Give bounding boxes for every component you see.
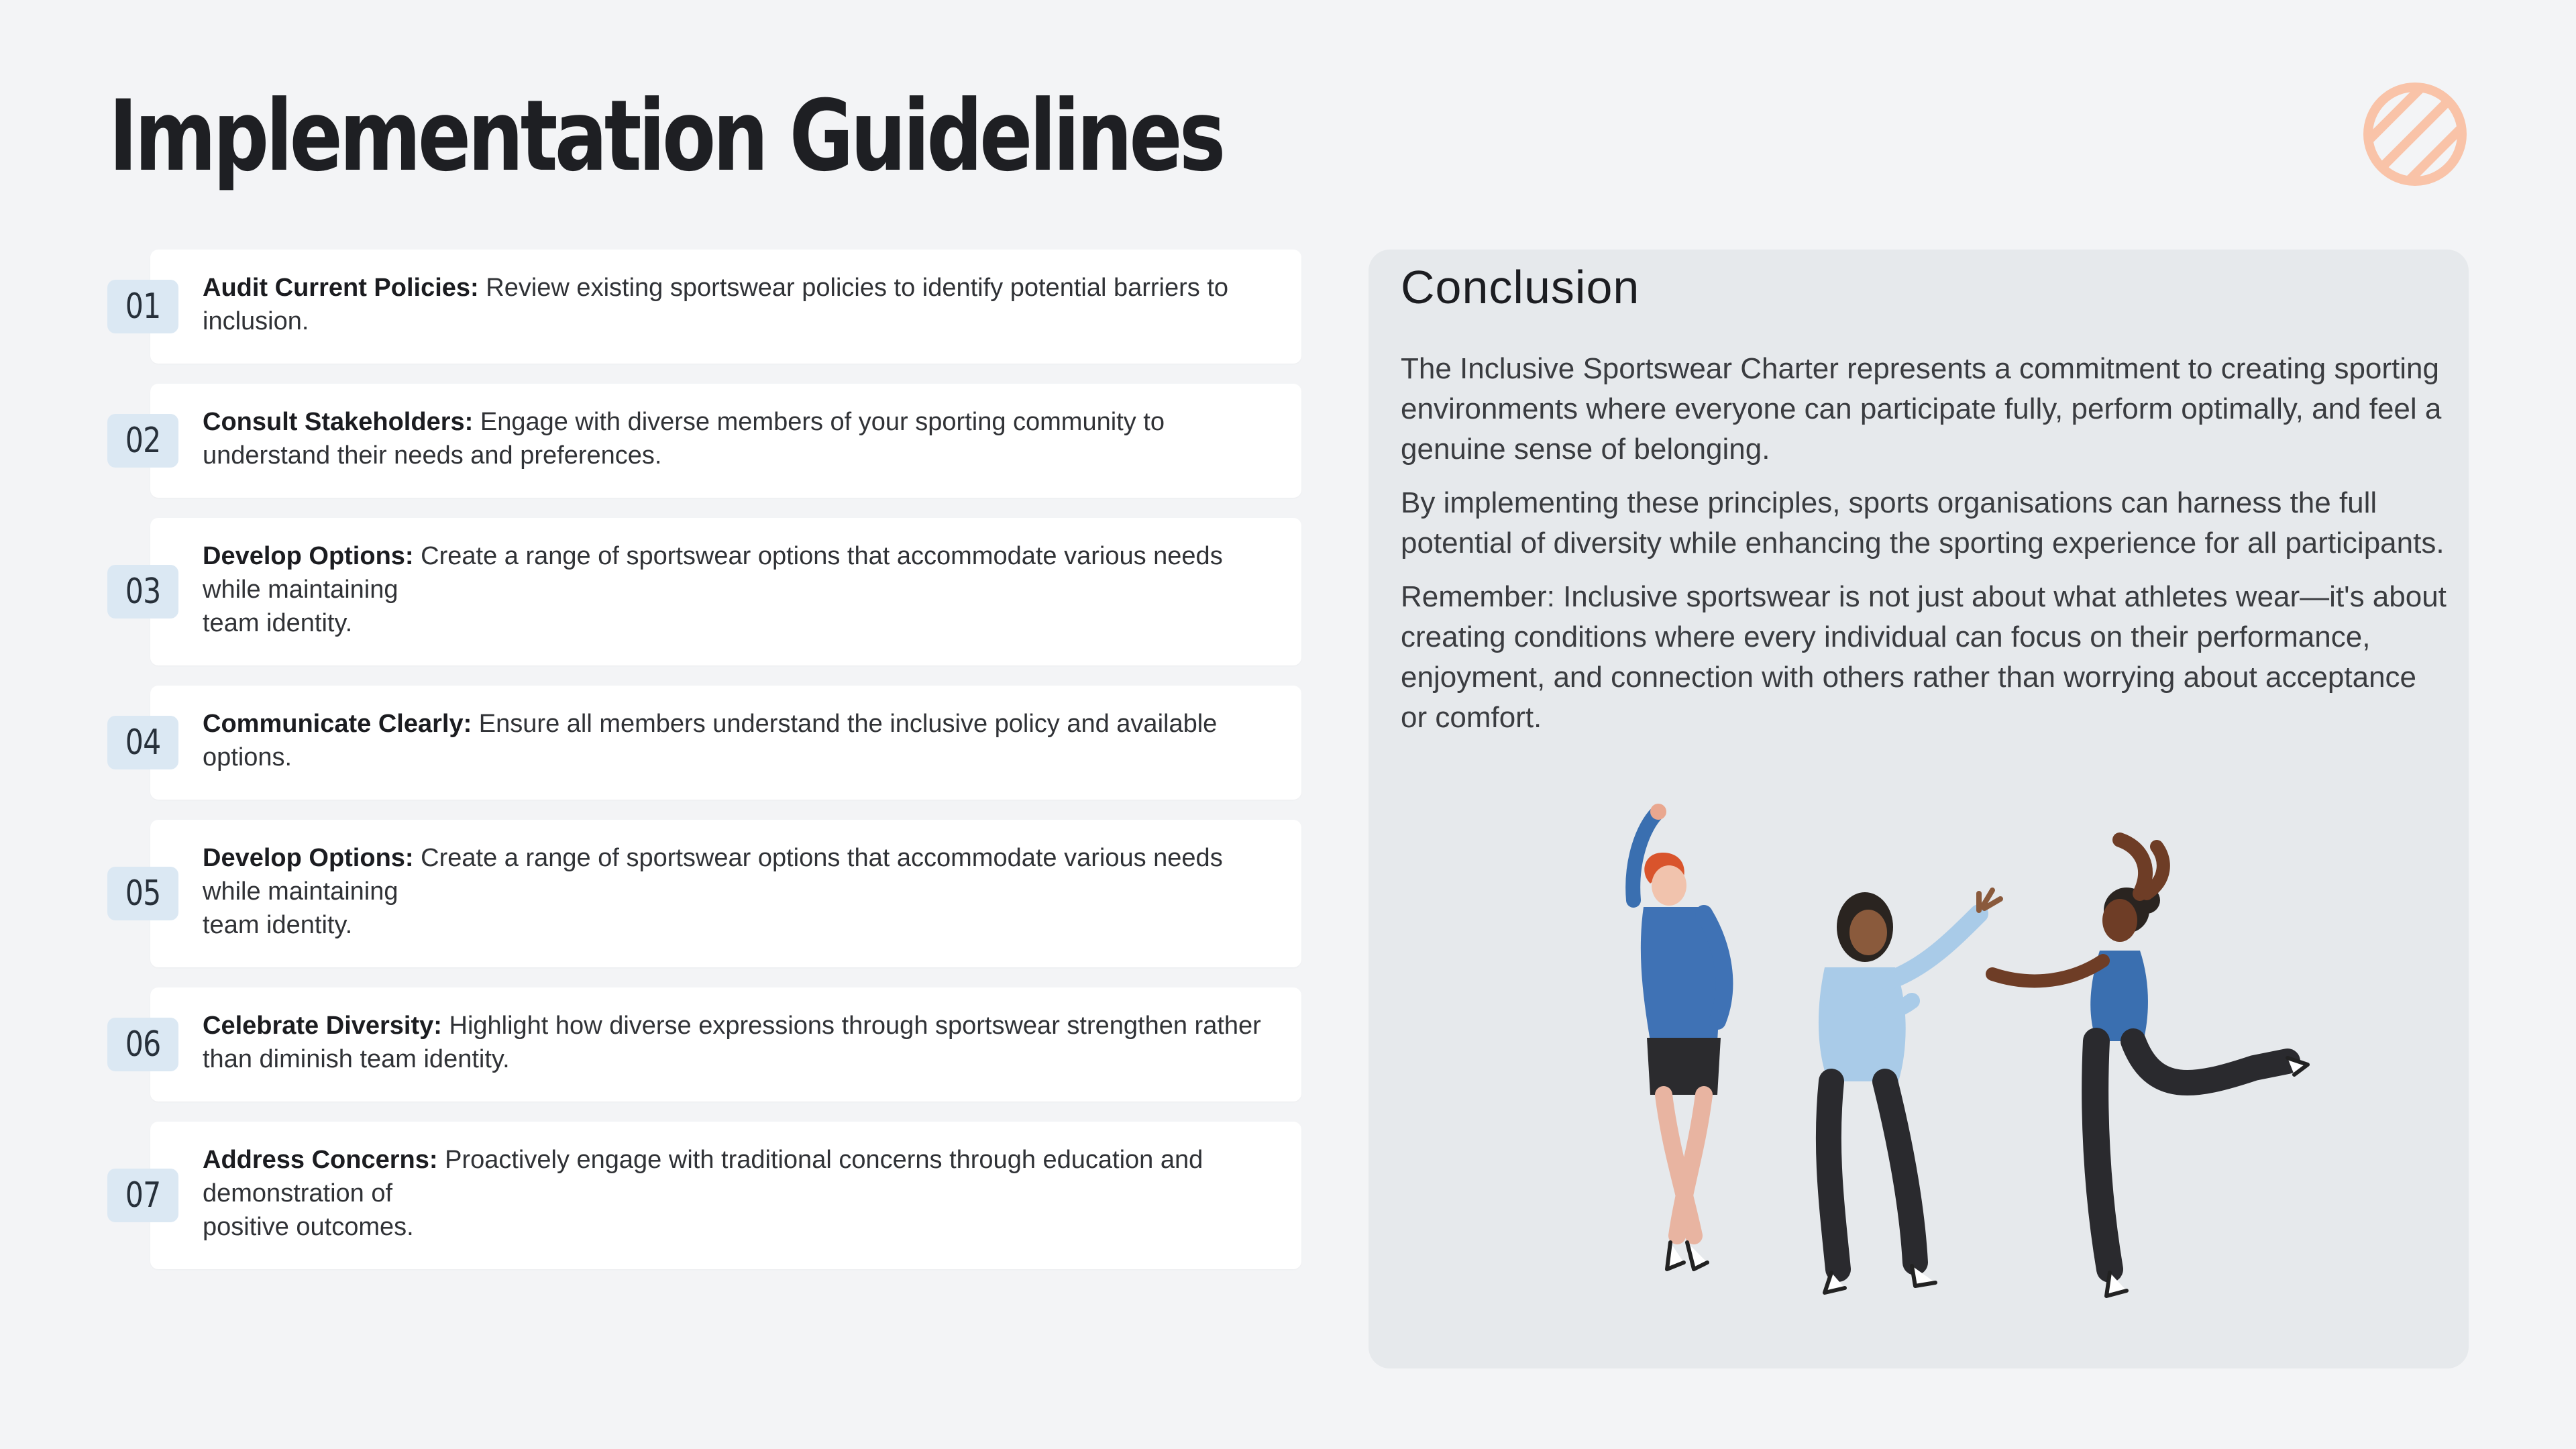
step-number-badge xyxy=(107,867,178,920)
step-heading: Consult Stakeholders: xyxy=(203,408,474,436)
guideline-step xyxy=(107,686,1301,800)
guideline-step xyxy=(107,518,1301,665)
step-body: Highlight how diverse expressions through sportswear strengthen rather than diminish team identity. xyxy=(203,1012,1261,1073)
step-body: Create a range of sportswear options that accommodate various needs while maintaining xyxy=(203,844,1223,906)
step-number: 05 xyxy=(125,873,161,914)
step-text xyxy=(203,405,1275,472)
step-body-continued: team identity. xyxy=(203,911,353,939)
step-text xyxy=(203,841,1275,942)
guideline-step xyxy=(107,820,1301,967)
dancer-figure xyxy=(1633,804,1724,1269)
striped-circle-logo-icon xyxy=(2361,80,2469,188)
page-title: Implementation Guidelines xyxy=(109,79,1223,193)
step-heading: Communicate Clearly: xyxy=(203,710,472,738)
step-number: 04 xyxy=(125,722,161,763)
guideline-step xyxy=(107,987,1301,1102)
step-text xyxy=(203,1009,1275,1076)
step-number: 03 xyxy=(125,572,161,612)
conclusion-panel xyxy=(1368,250,2469,1368)
step-body: Engage with diverse members of your sporting community to understand their needs and preferences. xyxy=(203,408,1165,470)
conclusion-paragraph: The Inclusive Sportswear Charter represents a commitment to creating sporting environments where everyone can participate fully, perform optimally, and feel a genuine sense of belonging. xyxy=(1401,352,2442,466)
step-body-continued: positive outcomes. xyxy=(203,1213,414,1241)
conclusion-paragraph: Remember: Inclusive sportswear is not just about what athletes wear—it's about creating conditions where every individual can focus on their performance, enjoyment, and connection with others rather than worrying about acceptance or comfort. xyxy=(1401,580,2447,734)
step-body: Review existing sportswear policies to identify potential barriers to inclusion. xyxy=(203,274,1229,335)
step-text xyxy=(203,1143,1275,1244)
step-heading: Develop Options: xyxy=(203,542,414,570)
step-number-badge xyxy=(107,280,178,333)
dancer-figure xyxy=(1992,840,2308,1296)
conclusion-heading: Conclusion xyxy=(1401,261,1640,313)
step-heading: Audit Current Policies: xyxy=(203,274,479,302)
step-text xyxy=(203,707,1275,774)
conclusion-body xyxy=(1401,349,2447,751)
step-heading: Address Concerns: xyxy=(203,1146,438,1174)
step-number: 06 xyxy=(125,1024,161,1065)
step-number-badge xyxy=(107,716,178,769)
guideline-step xyxy=(107,384,1301,498)
step-number: 01 xyxy=(125,286,161,327)
guideline-step xyxy=(107,250,1301,364)
step-heading: Celebrate Diversity: xyxy=(203,1012,442,1040)
step-text xyxy=(203,539,1275,640)
step-number: 07 xyxy=(125,1175,161,1216)
dancer-figure xyxy=(1819,890,2000,1293)
step-number-badge xyxy=(107,414,178,468)
step-number-badge xyxy=(107,565,178,619)
step-body-continued: team identity. xyxy=(203,609,353,637)
guideline-step xyxy=(107,1122,1301,1269)
three-dancing-athletes-illustration xyxy=(1550,800,2328,1336)
step-text xyxy=(203,271,1275,338)
conclusion-paragraph: By implementing these principles, sports organisations can harness the full potential of diversity while enhancing the sporting experience for all participants. xyxy=(1401,486,2445,559)
step-number: 02 xyxy=(125,421,161,461)
step-number-badge xyxy=(107,1169,178,1222)
step-heading: Develop Options: xyxy=(203,844,414,872)
step-body: Create a range of sportswear options that accommodate various needs while maintaining xyxy=(203,542,1223,604)
step-body: Proactively engage with traditional concerns through education and demonstration of xyxy=(203,1146,1203,1208)
step-number-badge xyxy=(107,1018,178,1071)
step-body: Ensure all members understand the inclusive policy and available options. xyxy=(203,710,1218,771)
